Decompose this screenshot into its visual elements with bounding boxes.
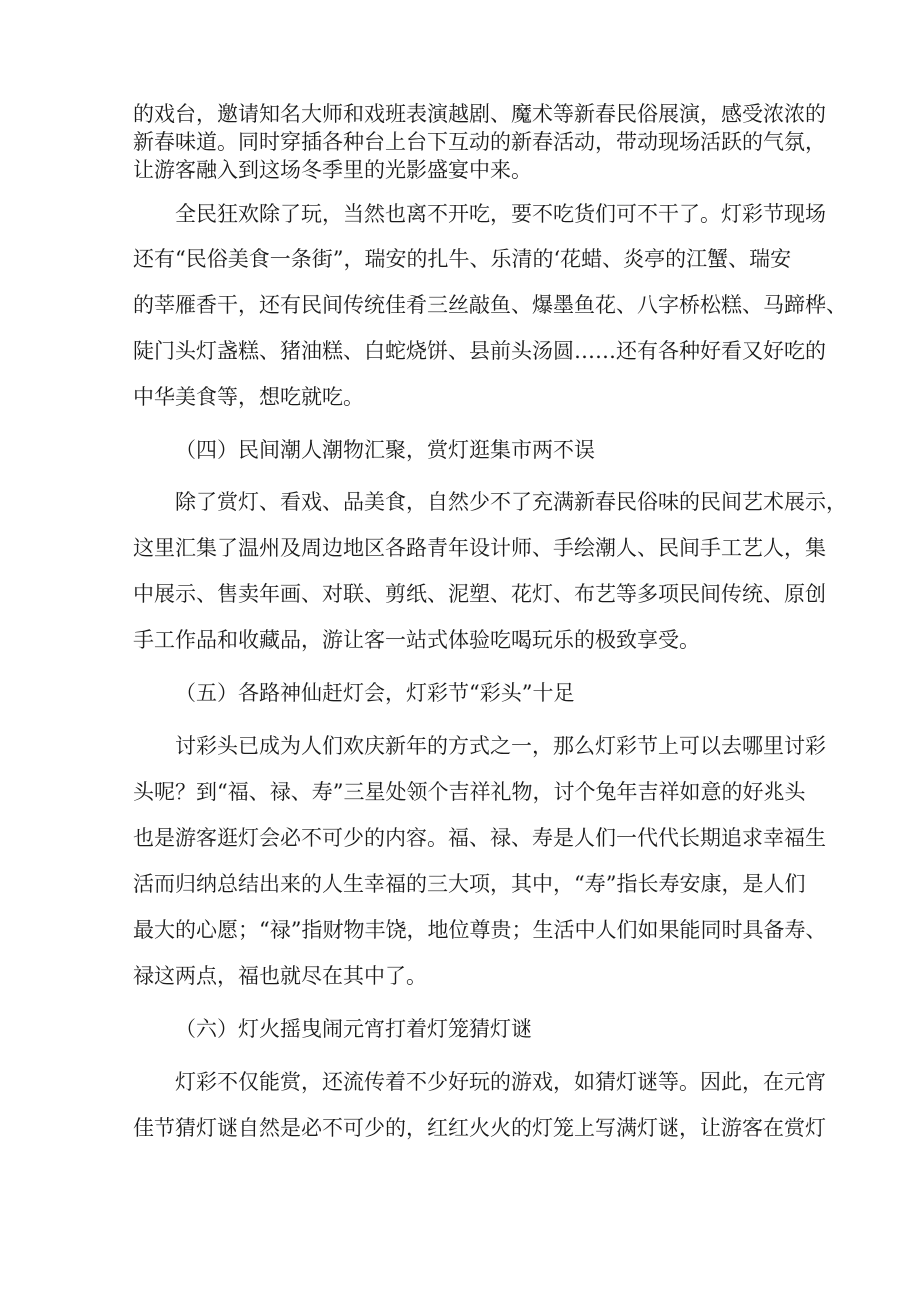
paragraph-2-line-5: 中华美食等，想吃就吃。: [133, 385, 364, 409]
paragraph-4-line-6: 禄这两点，福也就尽在其中了。: [133, 964, 427, 988]
paragraph-1-line-1: 的戏台，邀请知名大师和戏班表演越剧、魔术等新春民俗展演，感受浓浓的: [133, 102, 826, 126]
paragraph-3-line-4: 手工作品和收藏品，游让客一站式体验吃喝玩乐的极致享受。: [133, 628, 700, 652]
paragraph-2-line-2: 还有“民俗美食一条街”，瑞安的扎牛、乐清的‘花蜡、炎亭的江蟹、瑞安: [133, 247, 792, 271]
paragraph-4-line-4: 活而归纳总结出来的人生幸福的三大项，其中，“寿”指长寿安康，是人们: [133, 872, 806, 896]
paragraph-3-line-1: 除了赏灯、看戏、品美食，自然少不了充满新春民俗味的民间艺术展示，: [175, 490, 847, 514]
paragraph-2-line-4: 陡门头灯盏糕、猪油糕、白蛇烧饼、县前头汤圆……还有各种好看又好吃的: [133, 339, 826, 363]
section-heading-4: （四）民间潮人潮物汇聚，赏灯逛集市两不误: [175, 438, 595, 462]
paragraph-3-line-3: 中展示、售卖年画、对联、剪纸、泥塑、花灯、布艺等多项民间传统、原创: [133, 582, 826, 606]
paragraph-4-line-5: 最大的心愿；“禄”指财物丰饶，地位尊贵；生活中人们如果能同时具备寿、: [133, 918, 827, 942]
paragraph-2-line-3: 的莘雁香干，还有民间传统佳肴三丝敲鱼、爆墨鱼花、八字桥松糕、马蹄桦、: [133, 293, 847, 317]
paragraph-4-line-1: 讨彩头已成为人们欢庆新年的方式之一，那么灯彩节上可以去哪里讨彩: [175, 734, 826, 758]
paragraph-4-line-3: 也是游客逛灯会必不可少的内容。福、禄、寿是人们一代代长期追求幸福生: [133, 826, 826, 850]
paragraph-1-line-3: 让游客融入到这场冬季里的光影盛宴中来。: [133, 158, 532, 182]
paragraph-5-line-1: 灯彩不仅能赏，还流传着不少好玩的游戏，如猜灯谜等。因此，在元宵: [175, 1070, 826, 1094]
paragraph-4-line-2: 头呢？到“福、禄、寿”三星处领个吉祥礼物，讨个兔年吉祥如意的好兆头: [133, 780, 806, 804]
paragraph-2-line-1: 全民狂欢除了玩，当然也离不开吃，要不吃货们可不干了。灯彩节现场: [175, 202, 826, 226]
paragraph-5-line-2: 佳节猜灯谜自然是必不可少的，红红火火的灯笼上写满灯谜，让游客在赏灯: [133, 1116, 826, 1140]
section-heading-6: （六）灯火摇曳闹元宵打着灯笼猜灯谜: [175, 1017, 532, 1041]
paragraph-3-line-2: 这里汇集了温州及周边地区各路青年设计师、手绘潮人、民间手工艺人，集: [133, 536, 826, 560]
section-heading-5: （五）各路神仙赶灯会，灯彩节“彩头”十足: [175, 681, 575, 705]
paragraph-1-line-2: 新春味道。同时穿插各种台上台下互动的新春活动，带动现场活跃的气氛，: [133, 130, 826, 154]
